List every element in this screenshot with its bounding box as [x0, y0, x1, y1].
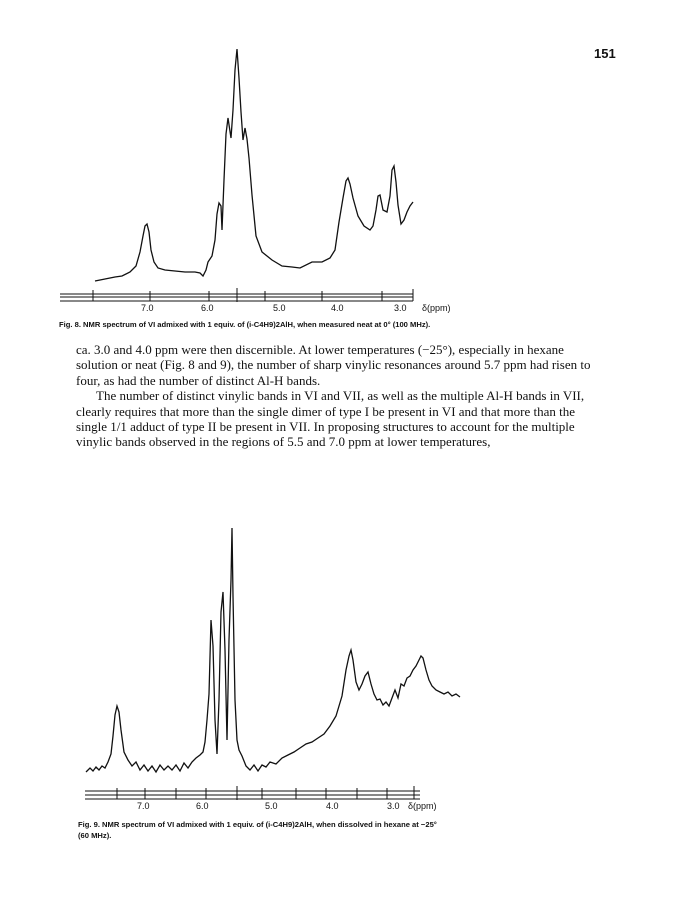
- figure-8-tick-5: 5.0: [273, 303, 286, 313]
- figure-8-tick-6: 6.0: [201, 303, 214, 313]
- figure-9-tick-3: 3.0: [387, 801, 400, 811]
- figure-9-tick-5: 5.0: [265, 801, 278, 811]
- page-number: 151: [594, 46, 616, 61]
- paragraph-1: ca. 3.0 and 4.0 ppm were then discernible. At lower temperatures (−25°), especially in hexane solution or neat (Fig. 8 and 9), the number of sharp vinylic resonances around 5.7 ppm had risen to four, as had the number of distinct Al-H bands.: [76, 342, 591, 388]
- figure-9-caption-line-2: (60 MHz).: [78, 831, 112, 840]
- figure-9-axis: [85, 786, 420, 800]
- figure-8-axis-unit: δ(ppm): [422, 303, 451, 313]
- figure-8-caption: Fig. 8. NMR spectrum of VI admixed with 1 equiv. of (i-C4H9)2AlH, when measured neat at 0° (100 MHz).: [59, 320, 431, 329]
- paragraph-2: The number of distinct vinylic bands in VI and VII, as well as the multiple Al-H bands in VII, clearly requires that more than the single dimer of type I be present in VI and that more than the single 1/1 adduct of type II be present in VII. In proposing structures to account for the multiple vinylic bands observed in the regions of 5.5 and 7.0 ppm at lower temperatures,: [76, 388, 585, 450]
- figure-9-trace: [86, 528, 460, 772]
- figure-9-tick-4: 4.0: [326, 801, 339, 811]
- figure-8-tick-4: 4.0: [331, 303, 344, 313]
- figure-9-tick-6: 6.0: [196, 801, 209, 811]
- figure-9-axis-unit: δ(ppm): [408, 801, 437, 811]
- figure-8-tick-3: 3.0: [394, 303, 407, 313]
- figure-9-tick-7: 7.0: [137, 801, 150, 811]
- figure-8-tick-7: 7.0: [141, 303, 154, 313]
- figure-9-caption-line-1: Fig. 9. NMR spectrum of VI admixed with 1 equiv. of (i-C4H9)2AlH, when dissolved in hexane at −25°: [78, 820, 437, 829]
